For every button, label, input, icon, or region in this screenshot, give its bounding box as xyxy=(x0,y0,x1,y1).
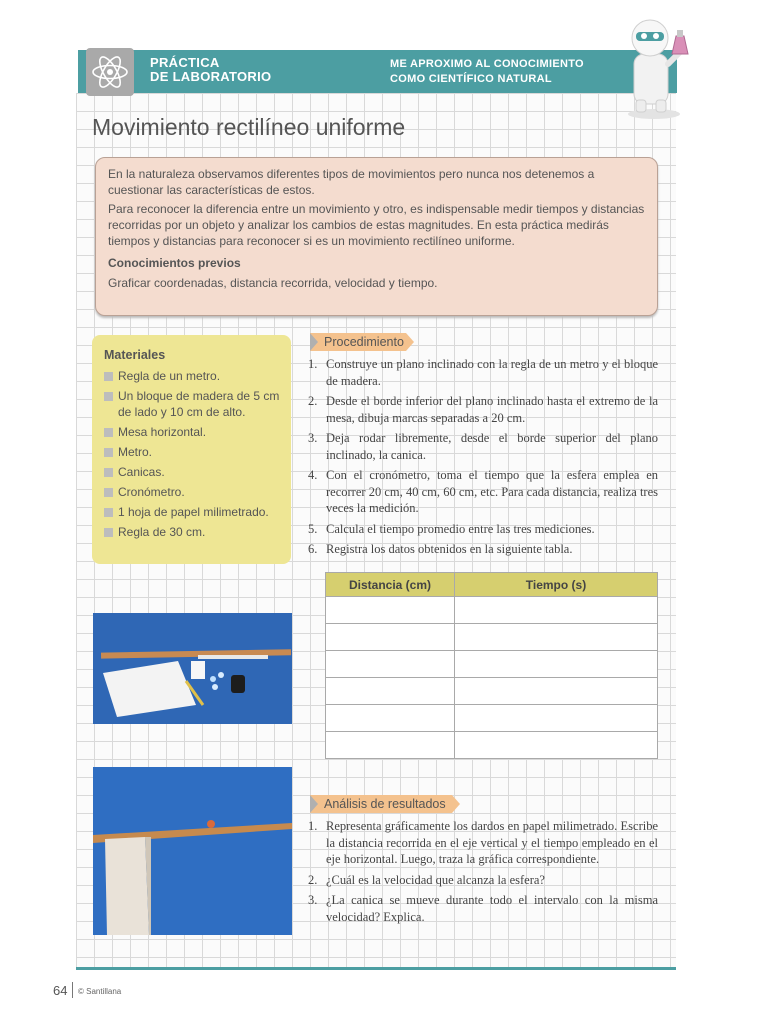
data-table xyxy=(325,572,658,759)
table-cell xyxy=(326,732,455,759)
table-row xyxy=(326,651,658,678)
table-row xyxy=(326,597,658,624)
analysis-step: 1. Representa gráficamente los dardos en papel milimetrado. Escribe la distancia recorrida en el eje vertical y el tiempo empleado en el eje horizontal. Luego, traza la gráfica correspondiente. xyxy=(308,819,658,866)
table-cell xyxy=(455,651,658,678)
analysis-step: 3. ¿La canica se mueve durante todo el intervalo con la misma velocidad? Explica. xyxy=(308,893,658,924)
page-number: 64 xyxy=(53,983,68,998)
materials-item: Un bloque de madera de 5 cm de lado y 10 cm de alto. xyxy=(104,388,288,420)
materials-photo xyxy=(93,613,292,724)
materials-item: Cronómetro. xyxy=(104,484,288,500)
footer-rule xyxy=(76,967,676,970)
bullet-square-icon xyxy=(104,468,113,477)
procedure-step: 5. Calcula el tiempo promedio entre las tres mediciones. xyxy=(308,521,595,536)
table-cell xyxy=(455,732,658,759)
analysis-steps xyxy=(308,818,658,929)
table-row xyxy=(326,624,658,651)
prior-knowledge-heading: Conocimientos previos xyxy=(108,256,241,270)
materials-item: Mesa horizontal. xyxy=(104,424,288,440)
analysis-heading: Análisis de resultados xyxy=(310,795,452,813)
table-cell xyxy=(326,624,455,651)
table-cell xyxy=(326,651,455,678)
materials-item: Regla de un metro. xyxy=(104,368,288,384)
table-row xyxy=(326,732,658,759)
procedure-heading: Procedimiento xyxy=(310,333,406,351)
table-header-time: Tiempo (s) xyxy=(455,573,658,597)
intro-paragraph-2: Para reconocer la diferencia entre un movimiento y otro, es indispensable medir tiempos y distancias recorridas por un objeto y analizar los cambios de estas magnitudes. En esta práctica medirás tiempos y distancias para reconocer si es un movimiento rectilíneo uniforme. xyxy=(108,202,645,248)
intro-paragraph-1: En la naturaleza observamos diferentes tipos de movimientos pero nunca nos detenemos a cuestionar las características de estos. xyxy=(108,167,595,197)
section-subtitle-line1: ME APROXIMO AL CONOCIMIENTO xyxy=(390,58,584,70)
procedure-step: 1. Construye un plano inclinado con la regla de un metro y el bloque de madera. xyxy=(308,357,658,388)
bullet-square-icon xyxy=(104,488,113,497)
table-row xyxy=(326,705,658,732)
table-row xyxy=(326,678,658,705)
bullet-square-icon xyxy=(104,372,113,381)
bullet-square-icon xyxy=(104,508,113,517)
footer-separator xyxy=(72,982,73,998)
intro-box xyxy=(95,157,658,316)
materials-item: Regla de 30 cm. xyxy=(104,524,288,540)
table-header-distance: Distancia (cm) xyxy=(326,573,455,597)
materials-item: Canicas. xyxy=(104,464,288,480)
materials-item: 1 hoja de papel milimetrado. xyxy=(104,504,288,520)
materials-box xyxy=(92,335,291,564)
section-subtitle xyxy=(390,57,584,87)
prior-knowledge-text: Graficar coordenadas, distancia recorrida, velocidad y tiempo. xyxy=(108,276,438,290)
procedure-step: 3. Deja rodar libremente, desde el borde superior del plano inclinado, la canica. xyxy=(308,431,658,462)
table-cell xyxy=(455,705,658,732)
table-cell xyxy=(326,597,455,624)
materials-list xyxy=(104,368,288,544)
section-subtitle-line2: COMO CIENTÍFICO NATURAL xyxy=(390,73,552,85)
procedure-step: 6. Registra los datos obtenidos en la siguiente tabla. xyxy=(308,542,573,556)
table-cell xyxy=(326,705,455,732)
procedure-steps xyxy=(308,356,658,562)
section-label-line1: PRÁCTICA xyxy=(150,55,220,70)
table-cell xyxy=(455,678,658,705)
analysis-step: 2. ¿Cuál es la velocidad que alcanza la esfera? xyxy=(308,872,545,887)
section-label-line2: DE LABORATORIO xyxy=(150,69,272,84)
procedure-step: 4. Con el cronómetro, toma el tiempo que la esfera emplea en recorrer 20 cm, 40 cm, 60 cm, etc. Para cada distancia, realiza tres veces la medición. xyxy=(308,468,658,515)
materials-heading: Materiales xyxy=(104,348,166,362)
section-label xyxy=(150,56,271,84)
materials-item: Metro. xyxy=(104,444,288,460)
scientist-mascot-illustration xyxy=(612,14,692,122)
bullet-square-icon xyxy=(104,528,113,537)
bullet-square-icon xyxy=(104,448,113,457)
table-cell xyxy=(455,597,658,624)
table-cell xyxy=(326,678,455,705)
bullet-square-icon xyxy=(104,428,113,437)
table-cell xyxy=(455,624,658,651)
page-title: Movimiento rectilíneo uniforme xyxy=(92,114,406,140)
atom-icon xyxy=(86,48,134,96)
procedure-step: 2. Desde el borde inferior del plano inclinado hasta el extremo de la mesa, dibuja marcas separadas a 20 cm. xyxy=(308,394,658,425)
copyright: © Santillana xyxy=(78,987,122,996)
inclined-plane-photo xyxy=(93,767,292,935)
bullet-square-icon xyxy=(104,392,113,401)
